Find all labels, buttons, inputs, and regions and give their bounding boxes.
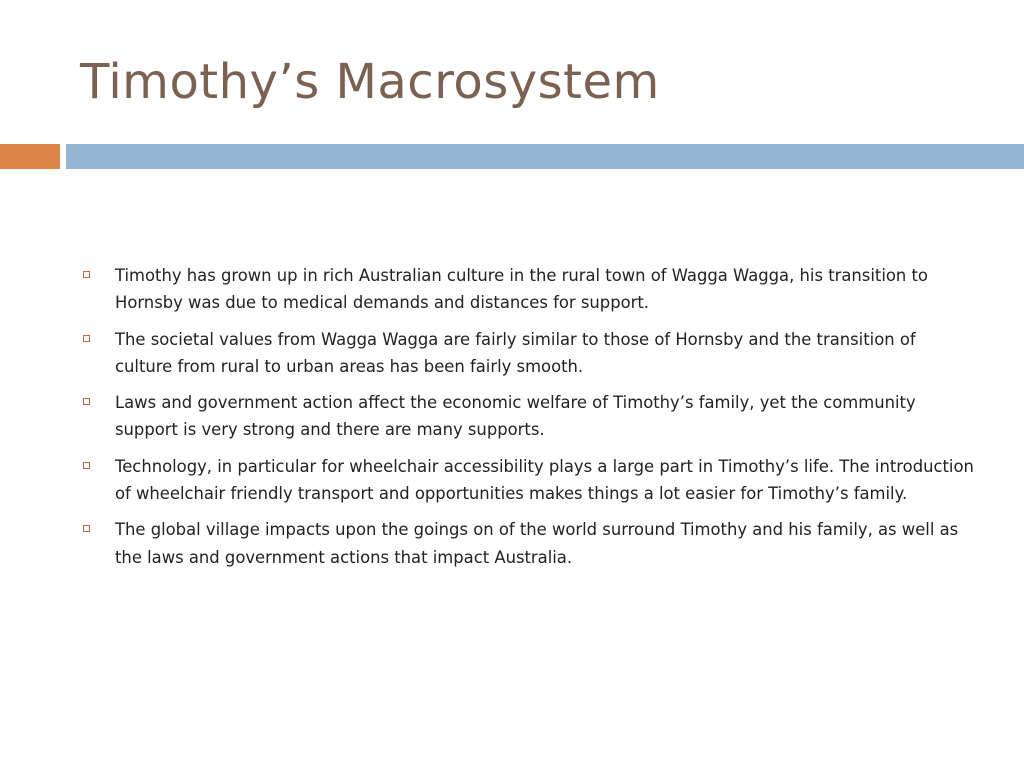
- bullet-list: [80, 262, 975, 580]
- hollow-square-icon: [83, 462, 90, 469]
- bullet-item: [80, 453, 975, 508]
- bullet-item: [80, 516, 975, 571]
- bullet-text: Laws and government action affect the economic welfare of Timothy’s family, yet the community support is very strong and there are many supports.: [115, 393, 916, 440]
- accent-band-blue: [66, 144, 1024, 169]
- bullet-text: Timothy has grown up in rich Australian culture in the rural town of Wagga Wagga, his transition to Hornsby was due to medical demands and distances for support.: [115, 266, 928, 313]
- accent-band-orange: [0, 144, 60, 169]
- bullet-item: [80, 262, 975, 317]
- bullet-text: The global village impacts upon the goings on of the world surround Timothy and his family, as well as the laws and government actions that impact Australia.: [115, 520, 959, 567]
- hollow-square-icon: [83, 398, 90, 405]
- hollow-square-icon: [83, 271, 90, 278]
- bullet-text: The societal values from Wagga Wagga are fairly similar to those of Hornsby and the transition of culture from rural to urban areas has been fairly smooth.: [115, 329, 916, 376]
- hollow-square-icon: [83, 335, 90, 342]
- bullet-text: Technology, in particular for wheelchair accessibility plays a large part in Timothy’s life. The introduction of wheelchair friendly transport and opportunities makes things a lot easier for Timothy’s family.: [115, 456, 974, 504]
- slide-title: Timothy’s Macrosystem: [80, 54, 660, 110]
- bullet-item: [80, 389, 975, 444]
- hollow-square-icon: [83, 525, 90, 532]
- bullet-item: [80, 326, 975, 381]
